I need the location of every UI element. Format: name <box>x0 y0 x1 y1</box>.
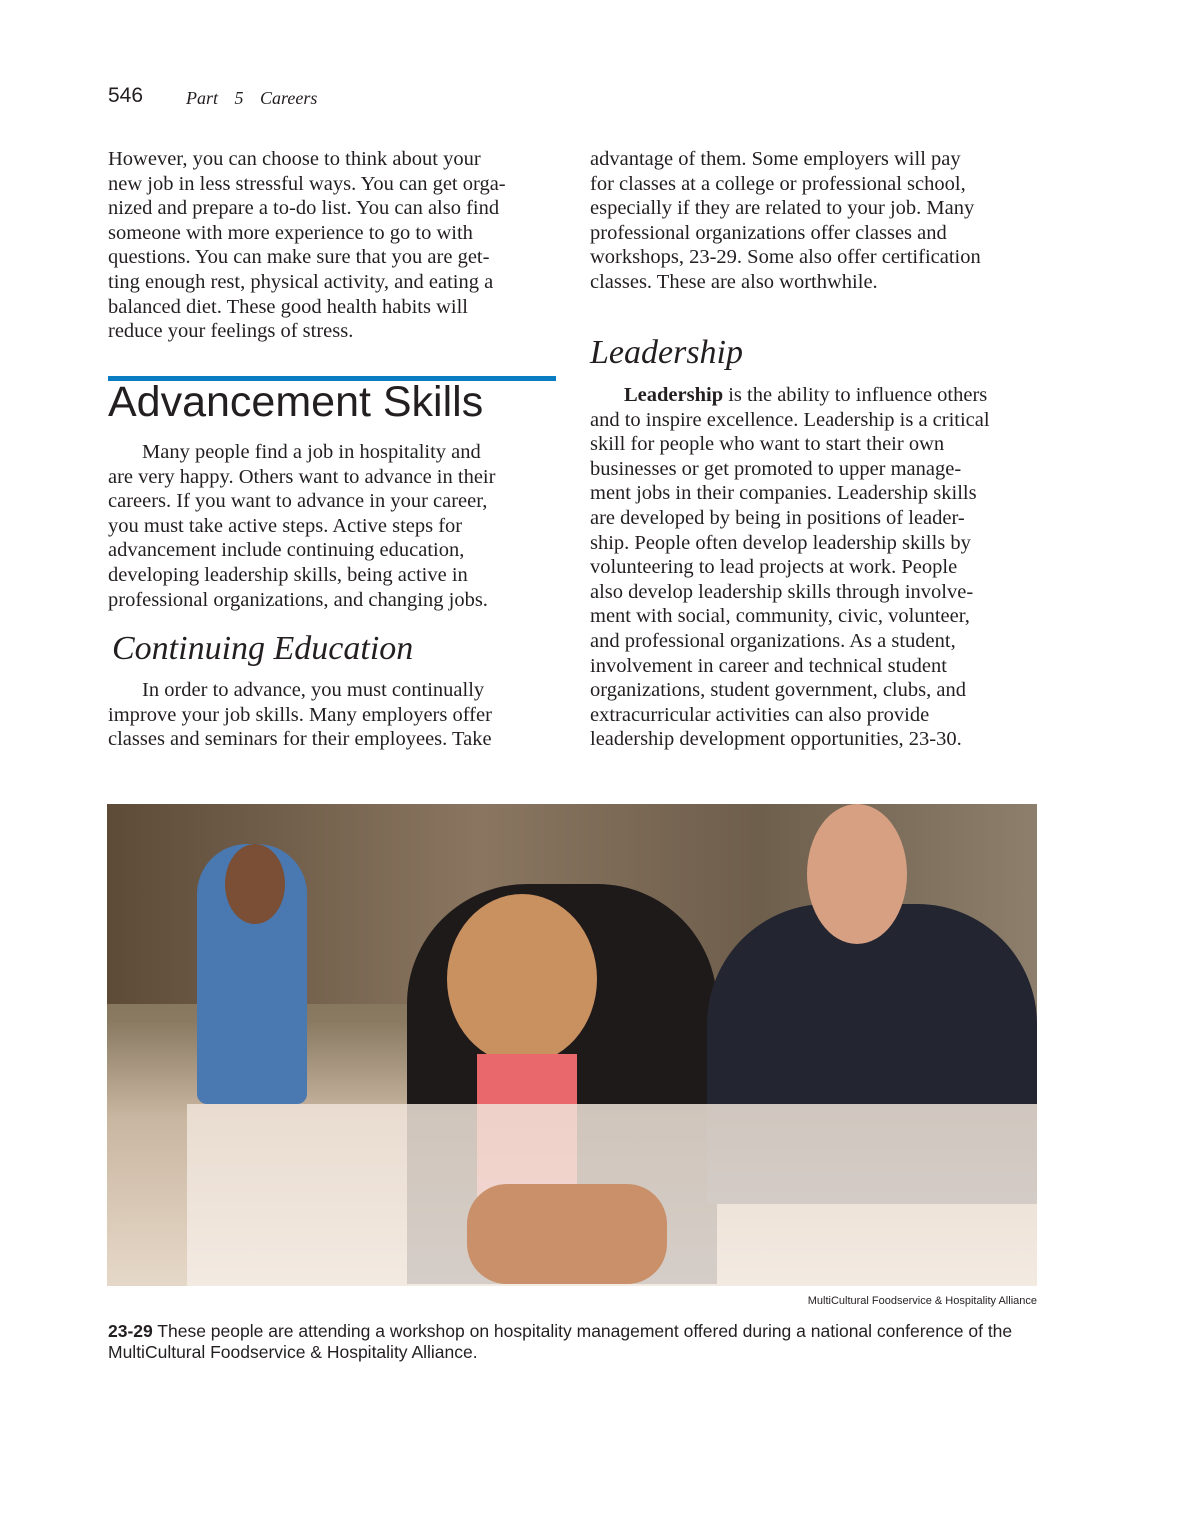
text-line: also develop leadership skills through involve- <box>590 580 974 603</box>
page-number: 546 <box>108 84 144 107</box>
text-line: ment jobs in their companies. Leadership skills <box>590 482 977 505</box>
text-line: Many people find a job in hospitality and <box>142 441 481 463</box>
text-line: and professional organizations. As a student, <box>590 629 956 652</box>
text-line: volunteering to lead projects at work. People <box>590 556 958 579</box>
figure-label: 23-29 <box>108 1321 153 1341</box>
text-line: questions. You can make sure that you are get- <box>108 246 490 269</box>
text-line: careers. If you want to advance in your career, <box>108 490 488 513</box>
continuing-education-continued <box>590 147 981 295</box>
advancement-paragraph <box>108 440 495 612</box>
text-line: skill for people who want to start their own <box>590 433 945 456</box>
intro-paragraph <box>108 147 506 344</box>
subheading-leadership: Leadership <box>590 334 743 371</box>
text-line: professional organizations, and changing jobs. <box>108 588 488 611</box>
text-line: for classes at a college or professional school, <box>590 172 966 195</box>
text-line: workshops, 23-29. Some also offer certification <box>590 246 981 269</box>
continuing-education-paragraph <box>108 678 492 752</box>
text-line: advantage of them. Some employers will pay <box>590 148 961 170</box>
text-line: extracurricular activities can also provide <box>590 703 930 726</box>
text-line: reduce your feelings of stress. <box>108 320 354 343</box>
text-line: involvement in career and technical student <box>590 654 947 677</box>
text-line: new job in less stressful ways. You can get orga- <box>108 172 506 195</box>
photo-credit: MultiCultural Foodservice & Hospitality Alliance <box>807 1295 1037 1307</box>
text-line: organizations, student government, clubs, and <box>590 679 966 702</box>
text-line: ment with social, community, civic, volunteer, <box>590 605 970 628</box>
text-line: However, you can choose to think about your <box>108 148 481 170</box>
leadership-paragraph: Leadership is the ability to influence others and to inspire excellence. Leadership is a critical skill for people who want to start their own businesses or get promoted to upper manage- ment jobs in their companies. Leadership skills are developed by being in positions of leader- ship. People often develop leadership skills by volunteering to lead projects at work. People also develop leadership skills through involve- ment with social, community, civic, volunteer, and professional organizations. As a student, involvement in career and technical student organizations, student government, clubs, and extracurricular activities can also provide leadership development opportunities, 23-30. <box>590 384 990 751</box>
text-line: ship. People often develop leadership skills by <box>590 531 971 554</box>
text-line: are very happy. Others want to advance in their <box>108 465 496 488</box>
text-line: ting enough rest, physical activity, and eating a <box>108 270 494 293</box>
text-line: improve your job skills. Many employers offer <box>108 703 492 726</box>
text-line: advancement include continuing education, <box>108 539 465 562</box>
subheading-continuing-education: Continuing Education <box>112 630 414 667</box>
text-line: are developed by being in positions of leader- <box>590 506 965 529</box>
text-line: developing leadership skills, being active in <box>108 563 468 586</box>
text-line: you must take active steps. Active steps for <box>108 514 463 537</box>
text-line: someone with more experience to go to with <box>108 221 473 244</box>
text-line: classes and seminars for their employees. Take <box>108 728 492 751</box>
text-line: In order to advance, you must continually <box>142 679 485 701</box>
leadership-term: Leadership <box>624 384 724 406</box>
section-heading: Advancement Skills <box>108 378 484 426</box>
workshop-photo <box>107 804 1037 1286</box>
text-line: leadership development opportunities, 23-30. <box>590 728 962 751</box>
text-line: balanced diet. These good health habits will <box>108 295 468 318</box>
text-line: classes. These are also worthwhile. <box>590 270 878 293</box>
running-head: Part 5 Careers <box>186 88 318 108</box>
figure-caption: 23-29 These people are attending a workshop on hospitality management offered during a national conference of the MultiCultural Foodservice & Hospitality Alliance. <box>108 1321 1013 1362</box>
text-line: businesses or get promoted to upper manage- <box>590 457 962 480</box>
text-line: nized and prepare a to-do list. You can also find <box>108 197 500 220</box>
text-line: and to inspire excellence. Leadership is a critical <box>590 408 990 431</box>
text-line: professional organizations offer classes and <box>590 221 947 244</box>
text-line: especially if they are related to your job. Many <box>590 197 975 220</box>
